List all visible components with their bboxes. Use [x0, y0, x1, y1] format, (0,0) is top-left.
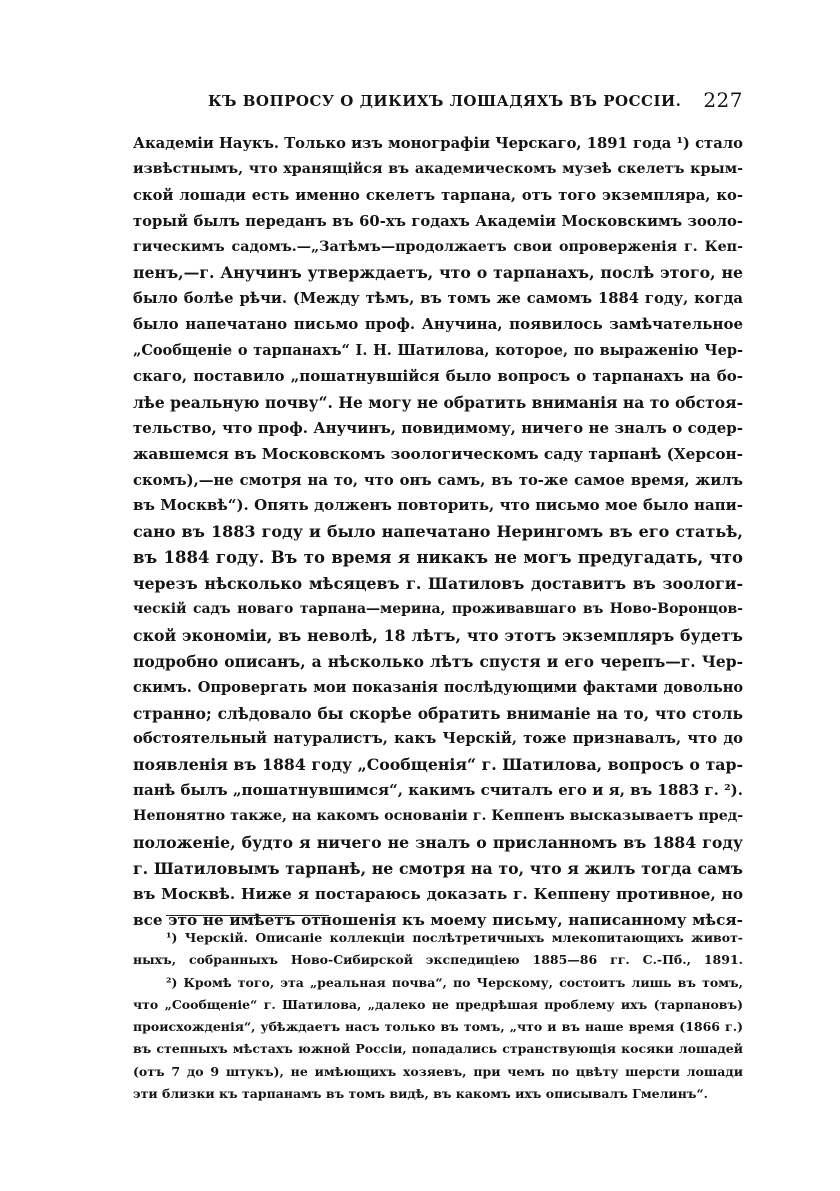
text-line: пенъ,—г. Анучинъ утверждаетъ, что о тарпанахъ, послѣ этого, не: [133, 263, 743, 283]
text-line: жавшемся въ Московскомъ зоологическомъ саду тарпанѣ (Херсон-: [133, 444, 743, 463]
text-line: скомъ),—не смотря на то, что онъ самъ, въ то-же самое время, жилъ: [133, 471, 743, 489]
footnote-line: ¹) Черскій. Описаніе коллекціи послѣтретичныхъ млекопитающихъ живот-: [166, 930, 743, 945]
text-line: панѣ былъ „пошатнувшимся“, какимъ считалъ его и я, въ 1883 г. ²).: [133, 781, 743, 800]
text-line: странно; слѣдовало бы скорѣе обратить вниманіе на то, что столь: [133, 703, 743, 723]
text-line: положеніе, будто я ничего не зналъ о присланномъ въ 1884 году: [133, 833, 743, 853]
text-line: скаго, поставило „пошатнувшійся было вопросъ о тарпанахъ на бо-: [133, 367, 743, 386]
text-line: скимъ. Опровергать мои показанія послѣдующими фактами довольно: [133, 678, 743, 696]
main-text: [133, 131, 743, 934]
footnote-line: что „Сообщеніе“ г. Шатилова, „далеко не предрѣшая проблему ихъ (тарпановъ): [133, 996, 743, 1012]
text-line: обстоятельный натуралистъ, какъ Черскій, тоже признавалъ, что до: [133, 730, 743, 748]
footnote-divider: [166, 915, 329, 916]
text-line: черезъ нѣсколько мѣсяцевъ г. Шатиловъ доставитъ въ зоологи-: [133, 574, 743, 594]
footnote-line: (отъ 7 до 9 штукъ), не имѣющихъ хозяевъ, при чемъ по цвѣту шерсти лошади: [133, 1063, 743, 1079]
text-line: все это не имѣетъ отношенія къ моему письму, написанному мѣся-: [133, 910, 743, 929]
text-line: было болѣе рѣчи. (Между тѣмъ, въ томъ же самомъ 1884 году, когда: [133, 290, 743, 308]
running-head: [133, 90, 743, 118]
page-number: 227: [703, 88, 743, 112]
text-line: появленія въ 1884 году „Сообщенія“ г. Шатилова, вопросъ о тар-: [133, 755, 743, 775]
text-line: „Сообщеніе о тарпанахъ“ І. Н. Шатилова, которое, по выраженію Чер-: [133, 342, 743, 360]
text-line: въ Москвѣ“). Опять долженъ повторить, что письмо мое было напи-: [133, 496, 743, 515]
footnote-line: ныхъ, собранныхъ Ново-Сибирской экспедиціею 1885—86 гг. С.-Пб., 1891.: [133, 952, 743, 968]
footnote-line: въ степныхъ мѣстахъ южной Россіи, попадались странствующія косяки лошадей: [133, 1041, 743, 1057]
text-line: ческій садъ новаго тарпана—мерина, проживавшаго въ Ново-Воронцов-: [133, 601, 743, 618]
text-line: торый былъ переданъ въ 60-хъ годахъ Академіи Московскимъ зооло-: [133, 212, 743, 230]
text-line: Академіи Наукъ. Только изъ монографіи Черскаго, 1891 года ¹) стало: [133, 135, 743, 152]
text-line: лѣе реальную почву“. Не могу не обратить вниманія на то обстоя-: [133, 392, 743, 412]
running-title: КЪ ВОПРОСУ О ДИКИХЪ ЛОШАДЯХЪ ВЪ РОССІИ.: [208, 92, 682, 110]
text-line: подробно описанъ, а нѣсколько лѣтъ спустя и его черепъ—г. Чер-: [133, 651, 743, 671]
text-line: гическимъ садомъ.—„Затѣмъ—продолжаетъ свои опроверженія г. Кеп-: [133, 238, 743, 255]
footnote-line: ²) Кромѣ того, эта „реальная почва“, по Черскому, состоитъ лишь въ томъ,: [166, 974, 743, 990]
footnote-line: происхожденія“, убѣждаетъ насъ только въ томъ, „что и въ наше время (1866 г.): [133, 1019, 743, 1035]
text-line: ской лошади есть именно скелетъ тарпана, отъ того экземпляра, ко-: [133, 186, 743, 204]
footnote-line: эти близки къ тарпанамъ въ томъ видѣ, въ какомъ ихъ описывалъ Гмелинъ“.: [133, 1086, 708, 1102]
footnotes: [133, 927, 743, 1105]
text-line: тельство, что проф. Анучинъ, повидимому, ничего не зналъ о содер-: [133, 418, 743, 437]
text-line: въ 1884 году. Въ то время я никакъ не могъ предугадать, что: [133, 548, 743, 568]
text-line: г. Шатиловымъ тарпанѣ, не смотря на то, что я жилъ тогда самъ: [133, 858, 743, 878]
text-line: сано въ 1883 году и было напечатано Нерингомъ въ его статьѣ,: [133, 522, 743, 542]
text-line: было напечатано письмо проф. Анучина, появилось замѣчательное: [133, 315, 743, 334]
text-line: въ Москвѣ. Ниже я постараюсь доказать г. Кеппену противное, но: [133, 884, 743, 903]
text-line: Непонятно также, на какомъ основаніи г. Кеппенъ высказываетъ пред-: [133, 808, 743, 825]
text-line: ской экономіи, въ неволѣ, 18 лѣтъ, что этотъ экземпляръ будетъ: [133, 625, 743, 645]
text-line: извѣстнымъ, что хранящійся въ академическомъ музеѣ скелетъ крым-: [133, 160, 743, 177]
